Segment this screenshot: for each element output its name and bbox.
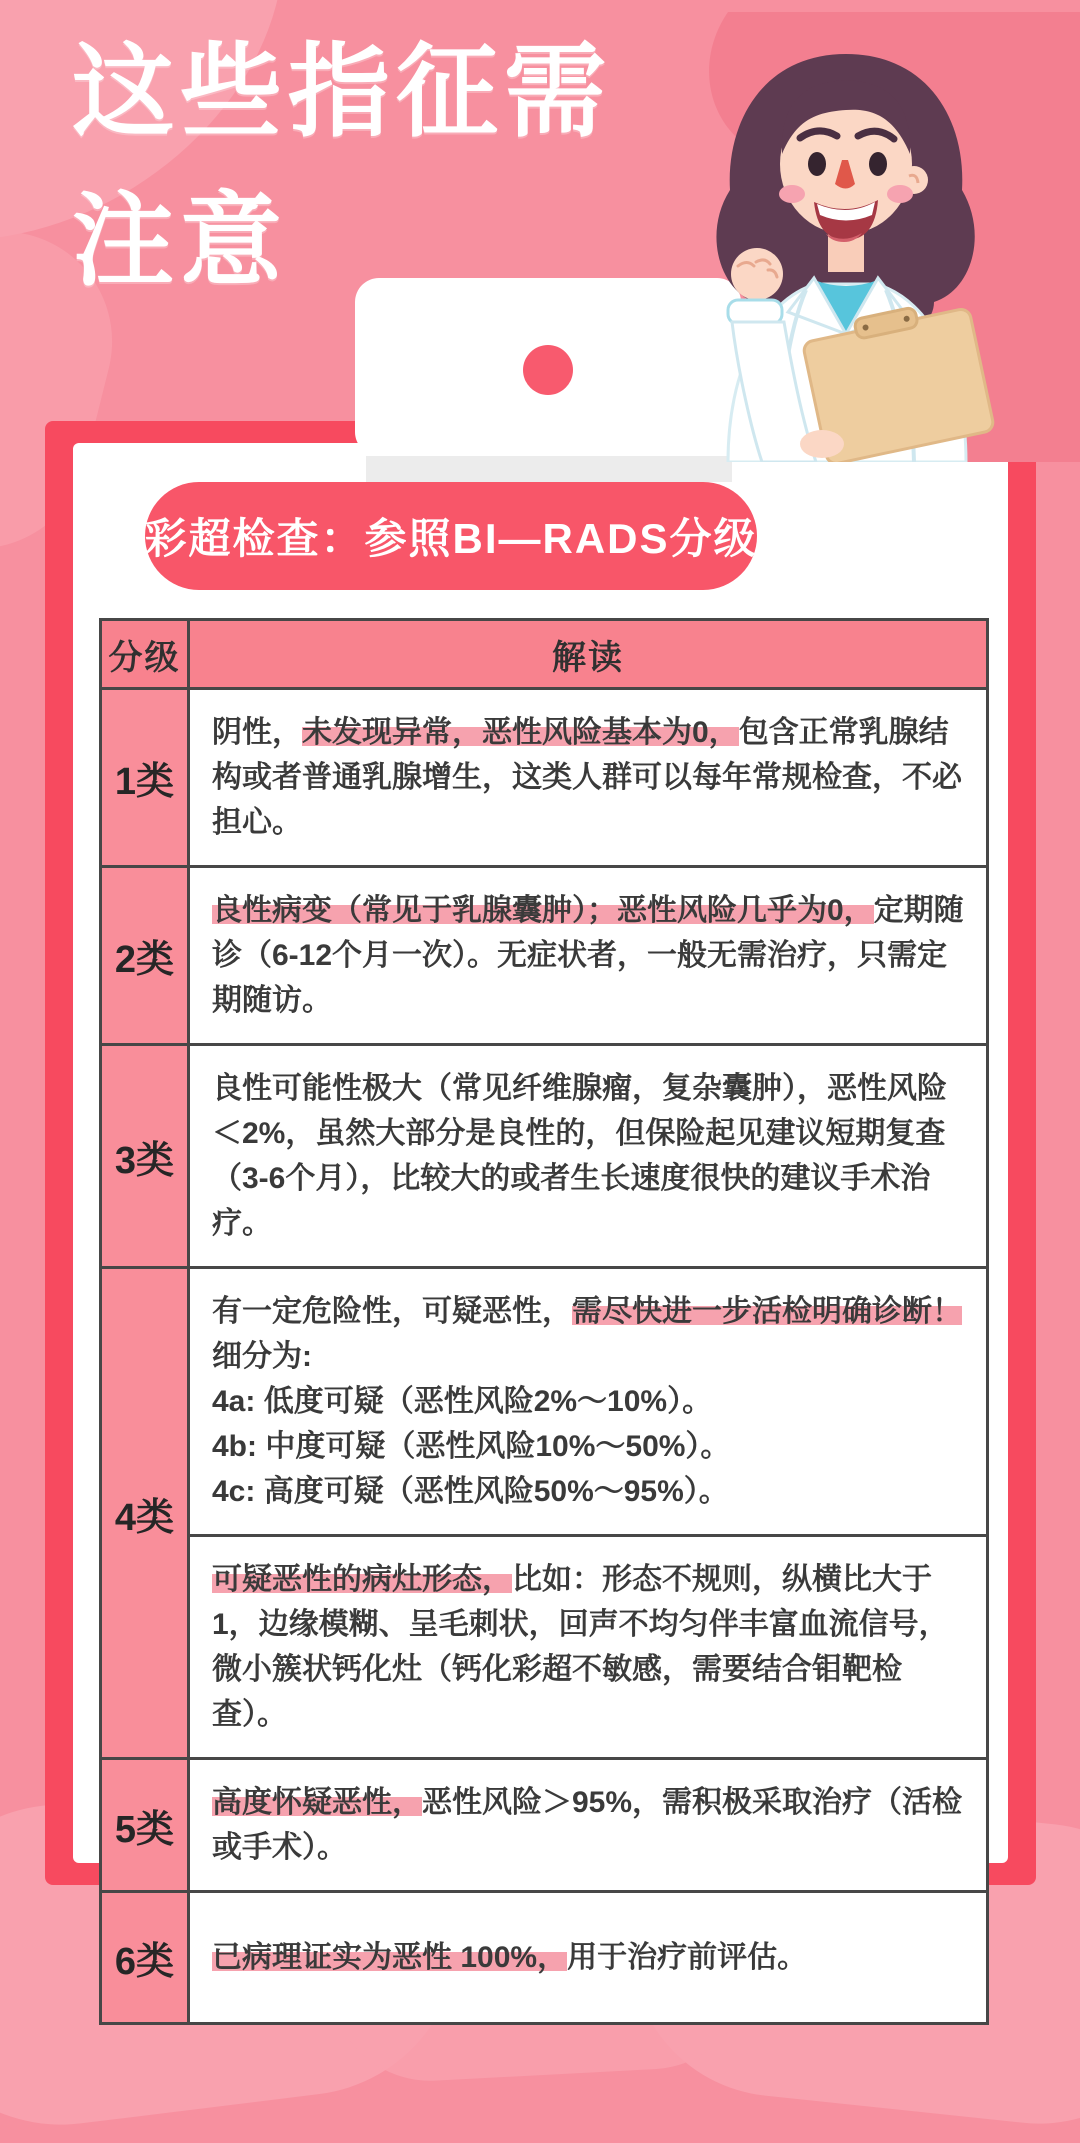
interpretation-block — [190, 1760, 986, 1890]
highlighted-text: 良性病变（常见于乳腺囊肿）；恶性风险几乎为0， — [212, 894, 874, 927]
text-line — [212, 1289, 964, 1334]
table-header-row — [101, 620, 988, 689]
text-line — [212, 1557, 964, 1737]
plain-text: 包含正常乳腺结构或者普通乳腺增生，这类人群可以每年常规检查，不必担心。 — [212, 716, 962, 839]
highlighted-text: 未发现异常，恶性风险基本为0， — [302, 716, 739, 749]
table-row — [101, 1045, 988, 1268]
grade-cell: 3类 — [101, 1045, 189, 1268]
doctor-eye-left — [808, 152, 826, 176]
table-row — [101, 1892, 988, 2024]
grade-cell: 5类 — [101, 1759, 189, 1892]
interpretation-block — [190, 1046, 986, 1266]
interpretation-cell — [189, 1759, 988, 1892]
badge-dot-right: · — [773, 506, 792, 566]
doctor-illustration — [610, 12, 1080, 462]
interpretation-cell — [189, 1892, 988, 2024]
doctor-blush-left — [779, 185, 805, 203]
text-line — [212, 888, 964, 1023]
grade-cell: 6类 — [101, 1892, 189, 2024]
section-badge — [110, 482, 792, 590]
highlighted-text: 已病理证实为恶性 100%， — [212, 1941, 568, 1974]
table-row — [101, 1759, 988, 1892]
text-line — [212, 710, 964, 845]
text-line — [212, 1469, 964, 1514]
text-line — [212, 1935, 964, 1980]
grade-cell: 2类 — [101, 867, 189, 1045]
text-line — [212, 1379, 964, 1424]
page-title-line1: 这些指征需 — [72, 35, 612, 149]
interpretation-block — [190, 690, 986, 865]
interpretation-block — [190, 868, 986, 1043]
interpretation-cell — [189, 1045, 988, 1268]
plain-text: 4a: 低度可疑（恶性风险2%～10%）。 — [212, 1385, 713, 1418]
doctor-eye-right — [869, 152, 887, 176]
interpretation-block — [190, 1893, 986, 2022]
plain-text: 用于治疗前评估。 — [567, 1941, 808, 1974]
plain-text: 有一定危险性，可疑恶性， — [212, 1295, 572, 1328]
interpretation-cell — [189, 689, 988, 867]
grade-cell: 4类 — [101, 1268, 189, 1759]
plain-text: 比如：形态不规则，纵横比大于1，边缘模糊、呈毛刺状，回声不均匀伴丰富血流信号，微小簇状钙化灶（钙化彩超不敏感，需要结合钼靶检查）。 — [212, 1563, 949, 1731]
interpretation-block — [190, 1269, 986, 1534]
text-line — [212, 1780, 964, 1870]
doctor-cuff — [728, 300, 782, 324]
doctor-blush-right — [887, 185, 913, 203]
badge-dot-left: · — [110, 506, 129, 566]
text-line — [212, 1066, 964, 1246]
table-row — [101, 689, 988, 867]
text-line — [212, 1334, 964, 1379]
doctor-hand — [800, 430, 844, 458]
table-row — [101, 867, 988, 1045]
header-grade: 分级 — [101, 620, 189, 689]
plain-text: 阴性， — [212, 716, 302, 749]
table-row — [101, 1268, 988, 1759]
plain-text: 细分为: — [212, 1340, 312, 1373]
plain-text: 4c: 高度可疑（恶性风险50%～95%）。 — [212, 1475, 729, 1508]
birads-table — [99, 618, 989, 2025]
header-interpretation: 解读 — [189, 620, 988, 689]
plain-text: 4b: 中度可疑（恶性风险10%～50%）。 — [212, 1430, 731, 1463]
page-title — [72, 18, 612, 316]
grade-cell: 1类 — [101, 689, 189, 867]
interpretation-cell — [189, 867, 988, 1045]
highlighted-text: 可疑恶性的病灶形态， — [212, 1563, 512, 1596]
plain-text: 良性可能性极大（常见纤维腺瘤，复杂囊肿），恶性风险＜2%，虽然大部分是良性的，但保险起见建议短期复查（3-6个月），比较大的或者生长速度很快的建议手术治疗。 — [212, 1072, 947, 1240]
clip-hole-icon — [523, 345, 573, 395]
badge-label: 彩超检查：参照BI—RADS分级 — [144, 515, 758, 562]
interpretation-block — [190, 1534, 986, 1757]
interpretation-cell — [189, 1268, 988, 1759]
birads-table-body — [101, 689, 988, 2024]
page-title-line2: 注意 — [72, 183, 288, 298]
highlighted-text: 需尽快进一步活检明确诊断！ — [572, 1295, 962, 1328]
text-line — [212, 1424, 964, 1469]
plain-text: 定期随诊（6-12个月一次）。无症状者，一般无需治疗，只需定期随访。 — [212, 894, 964, 1017]
highlighted-text: 高度怀疑恶性， — [212, 1786, 422, 1819]
plain-text: 恶性风险＞95%，需积极采取治疗（活检或手术）。 — [212, 1786, 963, 1864]
